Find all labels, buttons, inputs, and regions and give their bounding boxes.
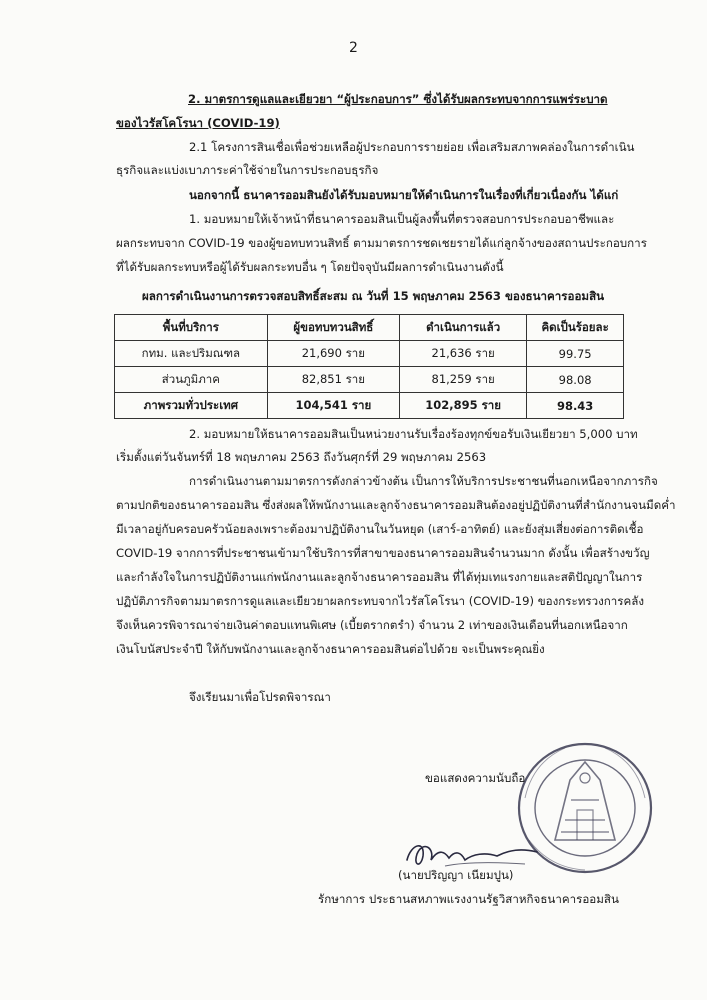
header-processed: ดำเนินการแล้ว (400, 315, 527, 341)
cell-applicants-total: 104,541 ราย (267, 393, 399, 419)
para-2-1-line2: ธุรกิจและแบ่งเบาภาระค่าใช้จ่ายในการประกอบธุรกิจ (116, 163, 379, 177)
operations-line4: COVID-19 จากการที่ประชาชนเข้ามาใช้บริการที่สาขาของธนาคารออมสินจำนวนมาก ดังนั้น เพื่อสร้างขวัญ (116, 546, 650, 560)
cell-applicants: 82,851 ราย (267, 367, 399, 393)
cell-applicants: 21,690 ราย (267, 341, 399, 367)
operations-line6: ปฏิบัติภารกิจตามมาตรการดูแลและเยียวยาผลกระทบจากไวรัสโคโรนา (COVID-19) ของกระทรวงการคลัง (116, 594, 645, 608)
operations-line3: มีเวลาอยู่กับครอบครัวน้อยลงเพราะต้องมาปฏิบัติงานในวันหยุด (เสาร์-อาทิตย์) และยังสุ่มเสี่ยงต่อการติดเชื้อ (116, 522, 644, 536)
operations-line8: เงินโบนัสประจำปี ให้กับพนักงานและลูกจ้างธนาคารออมสินต่อไปด้วย จะเป็นพระคุณยิ่ง (116, 642, 545, 656)
para-2-1-line1: 2.1 โครงการสินเชื่อเพื่อช่วยเหลือผู้ประกอบการรายย่อย เพื่อเสริมสภาพคล่องในการดำเนิน (189, 140, 635, 154)
header-applicants: ผู้ขอทบทวนสิทธิ์ (267, 315, 399, 341)
cell-processed: 21,636 ราย (400, 341, 527, 367)
operations-line2: ตามปกติของธนาคารออมสิน ซึ่งส่งผลให้พนักงานและลูกจ้างธนาคารออมสินต้องอยู่ปฏิบัติงานที่สำนักงานจนมืดค่ำ (116, 498, 676, 512)
cell-area: กทม. และปริมณฑล (115, 341, 268, 367)
header-percent: คิดเป็นร้อยละ (527, 315, 624, 341)
item-1-line3: ที่ได้รับผลกระทบหรือผู้ได้รับผลกระทบอื่น ๆ โดยปัจจุบันมีผลการดำเนินงานดังนี้ (116, 260, 504, 274)
cell-percent-total: 98.43 (527, 393, 624, 419)
closing-line: จึงเรียนมาเพื่อโปรดพิจารณา (189, 690, 331, 704)
handwritten-signature (407, 846, 537, 864)
union-seal (519, 744, 651, 872)
table-header-row (115, 315, 624, 341)
additional-assignments: นอกจากนี้ ธนาคารออมสินยังได้รับมอบหมายให้ดำเนินการในเรื่องที่เกี่ยวเนื่องกัน ได้แก่ (189, 188, 619, 202)
regards-line: ขอแสดงความนับถือ (425, 771, 526, 785)
table-total-row (115, 393, 624, 419)
page-number: 2 (349, 40, 358, 56)
operations-line7: จึงเห็นควรพิจารณาจ่ายเงินค่าตอบแทนพิเศษ (เบี้ยตรากตรำ) จำนวน 2 เท่าของเงินเดือนที่นอกเหนือจาก (116, 618, 628, 632)
operations-line5: และกำลังใจในการปฏิบัติงานแก่พนักงานและลูกจ้างธนาคารออมสิน ที่ได้ทุ่มเทแรงกายและสติปัญญาในการ (116, 570, 643, 584)
cell-percent: 99.75 (527, 341, 624, 367)
cell-area: ส่วนภูมิภาค (115, 367, 268, 393)
cell-processed: 81,259 ราย (400, 367, 527, 393)
section-heading-line2: ของไวรัสโคโรนา (COVID-19) (116, 116, 280, 130)
seal-and-signature (405, 740, 655, 880)
cell-percent: 98.08 (527, 367, 624, 393)
item-1-line1: 1. มอบหมายให้เจ้าหน้าที่ธนาคารออมสินเป็นผู้ลงพื้นที่ตรวจสอบการประกอบอาชีพและ (189, 212, 615, 226)
signer-name: (นายปริญญา เนียมปูน) (398, 868, 514, 882)
table-row (115, 367, 624, 393)
operations-line1: การดำเนินงานตามมาตรการดังกล่าวข้างต้น เป็นการให้บริการประชาชนที่นอกเหนือจากภารกิจ (189, 474, 658, 488)
item-2-line1: 2. มอบหมายให้ธนาคารออมสินเป็นหน่วยงานรับเรื่องร้องทุกข์ขอรับเงินเยียวยา 5,000 บาท (189, 427, 638, 441)
item-1-line2: ผลกระทบจาก COVID-19 ของผู้ขอทบทวนสิทธิ์ ตามมาตรการชดเชยรายได้แก่ลูกจ้างของสถานประกอบการ (116, 236, 647, 250)
header-service-area: พื้นที่บริการ (115, 315, 268, 341)
results-table (114, 314, 624, 419)
cell-processed-total: 102,895 ราย (400, 393, 527, 419)
signer-position: รักษาการ ประธานสหภาพแรงงานรัฐวิสาหกิจธนาคารออมสิน (318, 892, 619, 906)
item-2-line2: เริ่มตั้งแต่วันจันทร์ที่ 18 พฤษภาคม 2563 ถึงวันศุกร์ที่ 29 พฤษภาคม 2563 (116, 450, 487, 464)
section-heading-line1: 2. มาตรการดูแลและเยียวยา “ผู้ประกอบการ” ซึ่งได้รับผลกระทบจากการแพร่ระบาด (188, 92, 608, 106)
table-row (115, 341, 624, 367)
table-title: ผลการดำเนินงานการตรวจสอบสิทธิ์สะสม ณ วันที่ 15 พฤษภาคม 2563 ของธนาคารออมสิน (142, 289, 605, 303)
cell-area-total: ภาพรวมทั่วประเทศ (115, 393, 268, 419)
